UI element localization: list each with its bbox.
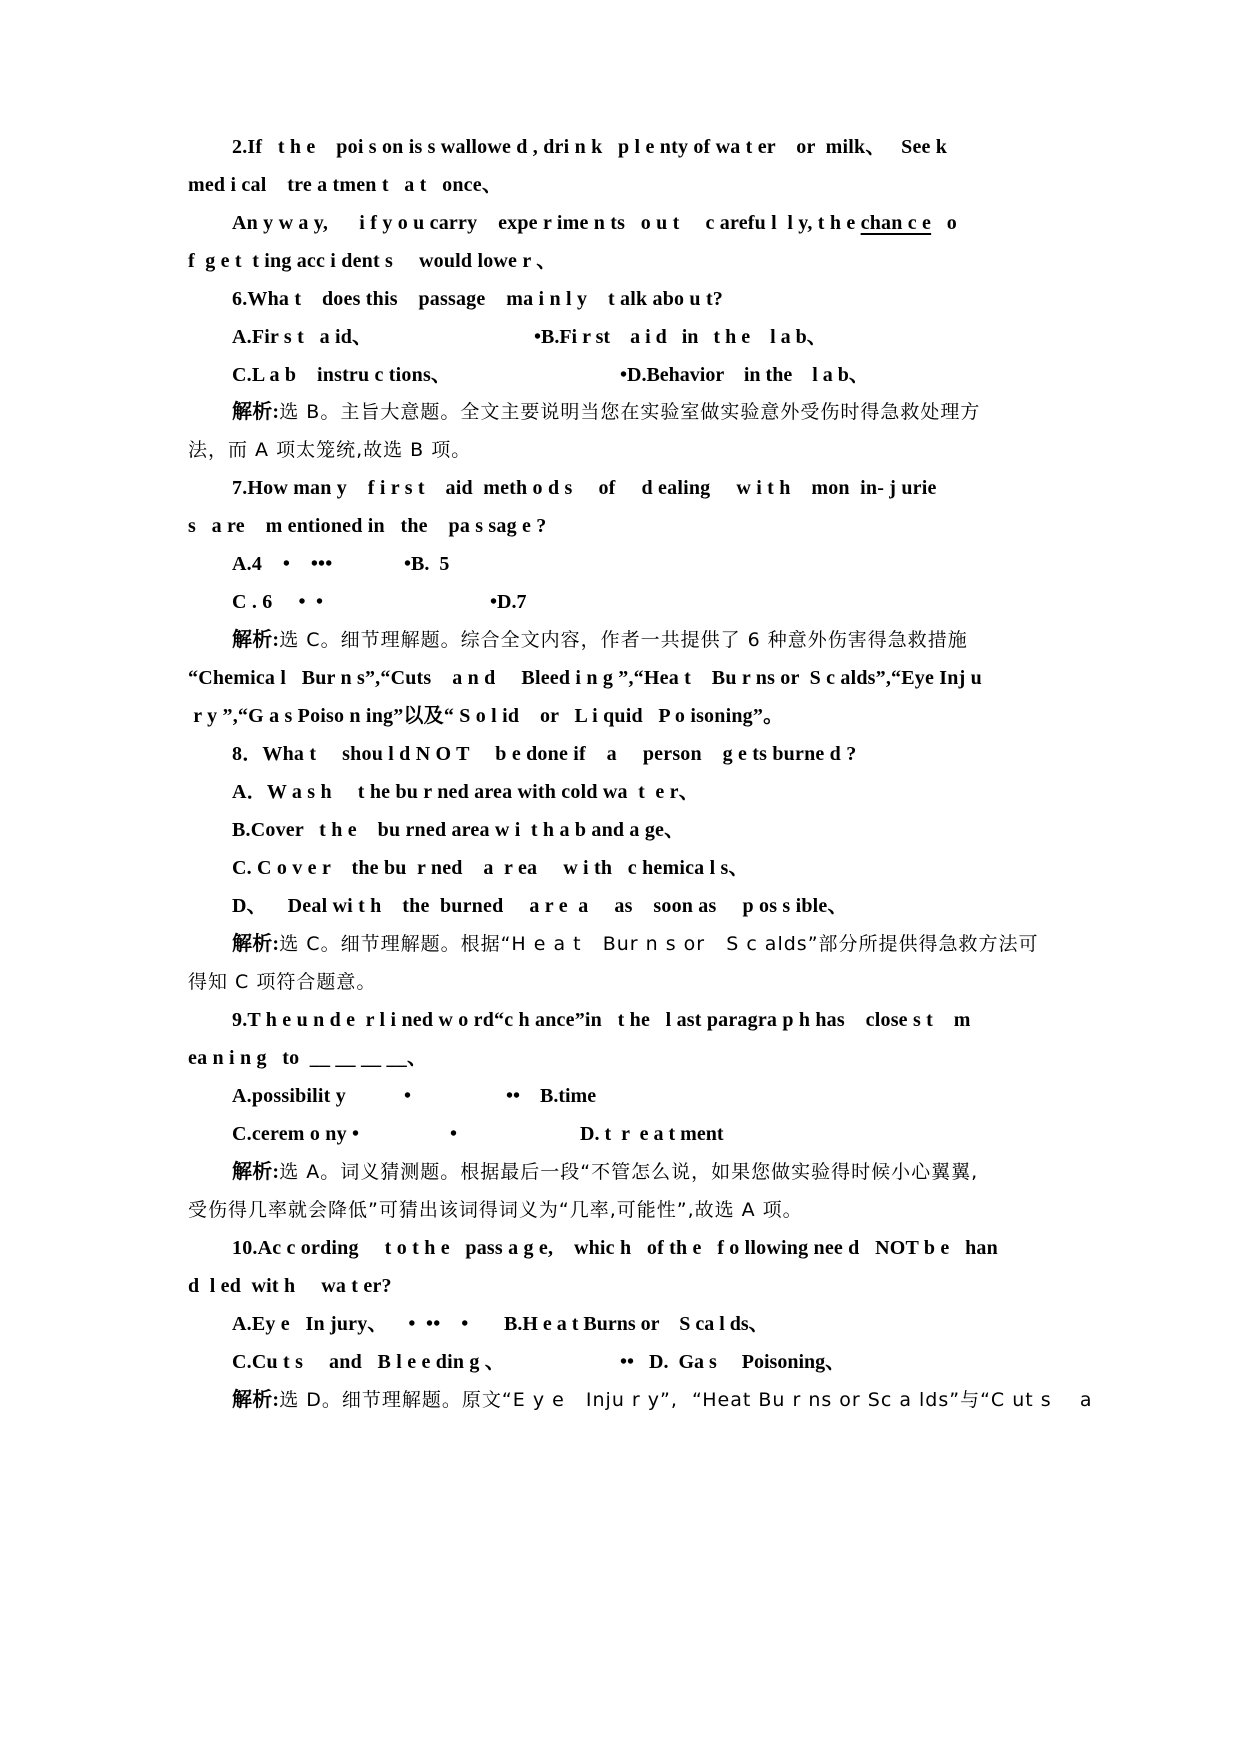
analysis-label: 解析: (232, 933, 280, 955)
q7-analysis-text: 选 C。细节理解题。综合全文内容，作者一共提供了 6 种意外伤害得急救措施 (279, 629, 968, 651)
question-9-line-1: 9.T h e u n d e r l i ned w o rd“c h ance”in t he l ast paragra p h has close s t m (232, 1009, 971, 1031)
q7-option-a: A.4 • ••• (232, 553, 333, 575)
q9-analysis-line-1 (232, 1158, 978, 1186)
q8-analysis-line-2 (188, 968, 376, 996)
q7-option-b: •B. 5 (404, 553, 450, 575)
q10-option-b: B.H e a t Burns or S ca l ds、 (504, 1313, 769, 1335)
q8-analysis-text: 选 C。细节理解题。根据“H e a t Bur n s or S c alds”部分所提供得急救方法可 (279, 933, 1039, 955)
q10-option-d: •• D. Ga s Poisoning、 (620, 1351, 846, 1373)
q8-option-a: A．W a s h t he bu r ned area with cold wa t e r、 (232, 781, 699, 803)
q9-analysis-text-2: 受伤得几率就会降低”可猜出该词得词义为“几率,可能性”,故选 A 项。 (188, 1199, 803, 1221)
q7-analysis-line-2: “Chemica l Bur n s”,“Cuts a n d Bleed i n g ”,“Hea t Bu r ns or S c alds”,“Eye Inj u (188, 667, 982, 689)
question-10-line-2: d l ed wit h wa t er? (188, 1275, 392, 1297)
q9-analysis-line-2 (188, 1196, 803, 1224)
q9-option-a: A.possibilit y (232, 1085, 346, 1107)
q10-option-c: C.Cu t s and B l e e din g 、 (232, 1351, 505, 1373)
q6-option-a: A.Fir s t a id、 (232, 326, 373, 348)
q6-analysis-text: 选 B。主旨大意题。全文主要说明当您在实验室做实验意外受伤时得急救处理方 (279, 401, 981, 423)
analysis-label: 解析: (232, 629, 280, 651)
passage-line-3-end: o (931, 212, 957, 234)
q8-option-b: B.Cover t h e bu rned area w i t h a b and a ge、 (232, 819, 685, 841)
q8-analysis-text-2: 得知 C 项符合题意。 (188, 971, 377, 993)
q9-option-d: D. t r e a t ment (580, 1123, 724, 1145)
q6-option-c: C.L a b instru c tions、 (232, 364, 452, 386)
q7-option-d: •D.7 (490, 591, 527, 613)
q9-option-a-dots: • •• (404, 1085, 521, 1107)
q10-analysis-line-1 (232, 1386, 1092, 1414)
underlined-word-chance: chan c e (860, 212, 932, 234)
q7-option-c: C . 6 • • (232, 591, 324, 613)
passage-line-1: 2.If t h e poi s on is s wallowe d , dri n k p l e nty of wa t er or milk、 See k (232, 136, 948, 158)
q7-analysis-line-3: r y ”,“G a s Poiso n ing”以及“ S o l id or L i quid P o isoning”。 (188, 705, 784, 727)
q10-option-a: A.Ey e In jury、 • •• • (232, 1313, 469, 1335)
question-8: 8．Wha t shou l d N O T b e done if a person g e ts burne d ? (232, 743, 857, 765)
question-9-line-2: ea n i n g to __ __ __ __、 (188, 1047, 428, 1069)
q6-option-d: •D.Behavior in the l a b、 (620, 364, 869, 386)
q9-option-c-dots: • (450, 1123, 458, 1145)
passage-line-4: f g e t t ing acc i dent s would lowe r 、 (188, 250, 557, 272)
q6-option-b: •B.Fi r st a i d in t h e l a b、 (534, 326, 827, 348)
passage-line-2: med i cal tre a tmen t a t once、 (188, 174, 503, 196)
analysis-label: 解析: (232, 401, 280, 423)
q8-analysis-line-1 (232, 930, 1039, 958)
q9-option-c: C.cerem o ny • (232, 1123, 360, 1145)
q7-analysis-line-1 (232, 626, 968, 654)
analysis-label: 解析: (232, 1161, 280, 1183)
question-6: 6.Wha t does this passage ma i n l y t alk abo u t? (232, 288, 723, 310)
question-7-line-2: s a re m entioned in the pa s sag e ? (188, 515, 547, 537)
q9-option-b: B.time (540, 1085, 597, 1107)
q8-option-d: D、 Deal wi t h the burned a r e a as soon as p os s ible、 (232, 895, 848, 917)
q8-option-c: C. C o v e r the bu r ned a r ea w i th c hemica l s、 (232, 857, 749, 879)
passage-line-3-start: An y w a y, i f y o u carry expe r ime n ts o u t c arefu l l y, t h e (232, 212, 861, 234)
q6-analysis-line-1 (232, 398, 980, 426)
q6-analysis-text-2: 法，而 A 项太笼统,故选 B 项。 (188, 439, 472, 461)
q6-analysis-line-2 (188, 436, 471, 464)
passage-line-3 (232, 209, 957, 237)
q9-analysis-text: 选 A。词义猜测题。根据最后一段“不管怎么说，如果您做实验得时候小心翼翼, (279, 1161, 979, 1183)
analysis-label: 解析: (232, 1389, 280, 1411)
q10-analysis-text: 选 D。细节理解题。原文“E y e Inju r y”, “Heat Bu r ns or Sc a lds”与“C ut s a (279, 1389, 1093, 1411)
question-7-line-1: 7.How man y f i r s t aid meth o d s of d ealing w i t h mon in- j urie (232, 477, 937, 499)
question-10-line-1: 10.Ac c ording t o t h e pass a g e, whic h of th e f o llowing nee d NOT b e han (232, 1237, 998, 1259)
